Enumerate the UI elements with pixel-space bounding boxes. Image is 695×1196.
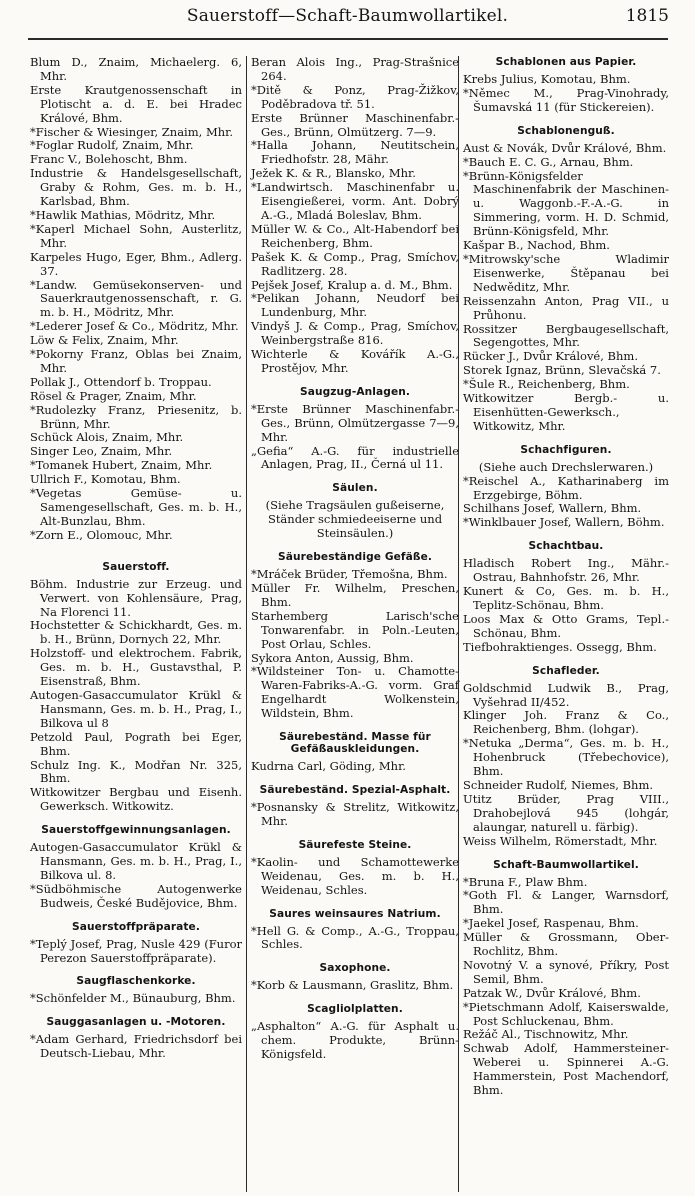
directory-entry: *Foglar Rudolf, Znaim, Mhr. — [30, 138, 194, 153]
directory-entry: Schneider Rudolf, Niemes, Bhm. — [463, 777, 654, 792]
directory-entry: Kunert & Co, Ges. m. b. H., Teplitz-Schönau, Bhm. — [463, 584, 669, 612]
section-entries — [251, 979, 459, 993]
section-heading: Schafleder. — [532, 664, 600, 677]
directory-entry: Singer Leo, Znaim, Mhr. — [30, 444, 173, 459]
directory-entry: Klinger Joh. Franz & Co., Reichenberg, Bhm. (lohgar). — [463, 708, 669, 737]
section-heading: Schachtbau. — [528, 540, 604, 553]
directory-entry: Schilhans Josef, Wallern, Bhm. — [463, 501, 642, 516]
directory-entry: *Hawlik Mathias, Mödritz, Mhr. — [30, 207, 216, 222]
section-entries — [251, 856, 459, 898]
directory-entry: Industrie & Handelsgesellschaft, Graby & Rohm, Ges. m. b. H., Karlsbad, Bhm. — [30, 166, 242, 209]
section-entries — [463, 876, 669, 1099]
directory-entry: *Posnansky & Strelitz, Witkowitz, Mhr. — [251, 799, 459, 828]
directory-entry: Tiefbohraktienges. Ossegg, Bhm. — [463, 639, 657, 654]
section-heading: Säurefeste Steine. — [298, 838, 412, 851]
directory-entry: Režáč Al., Tischnowitz, Mhr. — [463, 1027, 629, 1042]
directory-entry: Müller & Grossmann, Ober-Rochlitz, Bhm. — [463, 930, 669, 959]
directory-entry: Müller Fr. Wilhelm, Preschen, Bhm. — [251, 581, 459, 609]
section-entries — [30, 841, 242, 911]
directory-entry: Autogen-Gasaccumulator Krükl & Hansmann, Ges. m. b. H., Prag, I., Bilkova ul 8 — [30, 687, 242, 730]
directory-entry: *Reischel A., Katharinaberg im Erzgebirge, Böhm. — [463, 473, 669, 502]
directory-entry: Schwab Adolf, Hammersteiner-Weberei u. Spinnerei A.-G. Hammerstein, Post Machendorf, Bhm. — [463, 1041, 669, 1098]
section-heading: Sauerstoffpräparate. — [72, 920, 200, 933]
directory-entry: Storek Ignaz, Brünn, Slevačská 7. — [463, 363, 661, 378]
directory-entry: *Ditě & Ponz, Prag-Žižkov, Poděbradova tř. 51. — [251, 82, 459, 111]
section-entries — [30, 56, 242, 543]
page-number: 1815 — [625, 6, 669, 26]
section-entries — [251, 568, 459, 721]
directory-entry: *Vegetas Gemüse- u. Samengesellschaft, Ges. m. b. H., Alt-Bunzlau, Bhm. — [30, 486, 242, 528]
cross-reference-note: (Siehe Tragsäulen gußeiserne, Ständer schmiedeeiserne und Steinsäulen.) — [265, 498, 445, 541]
directory-entry: Ullrich F., Komotau, Bhm. — [30, 472, 181, 487]
section-heading: Scagliolplatten. — [307, 1003, 403, 1016]
directory-entry: Franc V., Bolehoscht, Bhm. — [30, 152, 188, 167]
section-entries — [30, 578, 242, 814]
section-entries — [251, 56, 459, 376]
section-heading: Saugflaschenkorke. — [76, 975, 196, 988]
page-title: Sauerstoff—Schaft-Baumwollartikel. — [186, 6, 509, 26]
directory-entry: *Winklbauer Josef, Wallern, Böhm. — [463, 515, 665, 530]
directory-entry: *Pietschmann Adolf, Kaiserswalde, Post Schluckenau, Bhm. — [463, 999, 669, 1028]
section-entries — [463, 73, 669, 115]
directory-entry: Patzak W., Dvůr Králové, Bhm. — [463, 985, 641, 1000]
page-header — [0, 6, 695, 32]
directory-entry: *Kaolin- und Schamottewerke Weidenau, Ges. m. b. H., Weidenau, Schles. — [251, 854, 459, 897]
directory-entry: Beran Alois Ing., Prag-Strašnice 264. — [251, 55, 459, 83]
directory-entry: *Landw. Gemüsekonserven- und Sauerkrautgenossenschaft, r. G. m. b. H., Mödritz, Mhr. — [30, 277, 242, 320]
section-entries — [251, 403, 459, 473]
directory-entry: *Wildsteiner Ton- u. Chamotte-Waren-Fabriks-A.-G. vorm. Graf Engelhardt Wolkenstein, Wildstein, Bhm. — [251, 664, 459, 721]
directory-entry: Vindyš J. & Comp., Prag, Smíchov, Weinbergstraße 816. — [251, 319, 459, 348]
directory-entry: *Erste Brünner Maschinenfabr.-Ges., Brünn, Olmützergasse 7—9, Mhr. — [251, 401, 459, 444]
directory-entry: *Tomanek Hubert, Znaim, Mhr. — [30, 458, 213, 473]
directory-entry: Müller W. & Co., Alt-Habendorf bei Reichenberg, Bhm. — [251, 221, 459, 250]
spacer — [30, 543, 242, 551]
section-heading: Säurebeständ. Masse für Gefäßauskleidungen. — [279, 731, 431, 756]
column-1 — [30, 56, 242, 1192]
section-entries — [251, 801, 459, 829]
directory-entry: Krebs Julius, Komotau, Bhm. — [463, 72, 631, 86]
directory-entry: *Šule R., Reichenberg, Bhm. — [463, 377, 630, 392]
section-heading: Säurebeständ. Spezial-Asphalt. — [259, 783, 451, 796]
directory-entry: Autogen-Gasaccumulator Krükl & Hansmann, Ges. m. b. H., Prag, I., Bilkova ul. 8. — [30, 840, 242, 882]
directory-entry: Kašpar B., Nachod, Bhm. — [463, 238, 610, 253]
directory-entry: *Němec M., Prag-Vinohrady, Šumavská 11 (für Stickereien). — [463, 85, 669, 114]
directory-entry: *Zorn E., Olomouc, Mhr. — [30, 527, 173, 542]
directory-entry: Blum D., Znaim, Michaelerg. 6, Mhr. — [30, 55, 242, 83]
section-entries — [463, 475, 669, 531]
directory-entry: *Goth Fl. & Langer, Warnsdorf, Bhm. — [463, 888, 669, 917]
directory-entry: Hladisch Robert Ing., Mähr.-Ostrau, Bahnhofstr. 26, Mhr. — [463, 556, 669, 585]
directory-entry: *Schönfelder M., Bünauburg, Bhm. — [30, 991, 236, 1006]
directory-entry: Weiss Wilhelm, Römerstadt, Mhr. — [463, 833, 658, 848]
directory-entry: Rösel & Prager, Znaim, Mhr. — [30, 388, 197, 403]
section-entries — [30, 938, 242, 966]
section-heading: Schaft-Baumwollartikel. — [493, 858, 639, 871]
section-heading: Saures weinsaures Natrium. — [269, 907, 441, 920]
section-entries — [30, 992, 242, 1006]
section-entries — [463, 682, 669, 849]
section-heading: Sauerstoff. — [102, 560, 170, 573]
directory-entry: *Mitrowsky'sche Wladimir Eisenwerke, Štěpanau bei Nedwěditz, Mhr. — [463, 251, 669, 294]
directory-entry: Reissenzahn Anton, Prag VII., u Průhonu. — [463, 293, 669, 322]
directory-entry: *Mráček Brüder, Třemošna, Bhm. — [251, 567, 448, 582]
directory-entry: Pašek K. & Comp., Prag, Smíchov, Radlitzerg. 28. — [251, 249, 459, 278]
directory-entry: Erste Brünner Maschinenfabr.-Ges., Brünn, Olmützerg. 7—9. — [251, 110, 459, 139]
directory-entry: Böhm. Industrie zur Erzeug. und Verwert. von Kohlensäure, Prag, Na Florenci 11. — [30, 576, 242, 619]
directory-entry: Kudrna Carl, Göding, Mhr. — [251, 759, 406, 774]
directory-entry: Loos Max & Otto Grams, Tepl.-Schönau, Bhm. — [463, 611, 669, 640]
directory-entry: Witkowitzer Bergb.- u. Eisenhütten-Gewerksch., Witkowitz, Mhr. — [463, 391, 669, 433]
directory-entry: „Gefia“ A.-G. für industrielle Anlagen, Prag, II., Černá ul 11. — [251, 443, 459, 472]
section-heading: Sauggasanlagen u. -Motoren. — [46, 1016, 226, 1029]
directory-entry: Pejšek Josef, Kralup a. d. M., Bhm. — [251, 277, 453, 292]
directory-entry: Schulz Ing. K., Modřan Nr. 325, Bhm. — [30, 757, 242, 786]
section-entries — [463, 142, 669, 434]
section-entries — [463, 557, 669, 654]
directory-entry: Petzold Paul, Pograth bei Eger, Bhm. — [30, 729, 242, 758]
section-entries — [30, 1033, 242, 1061]
directory-entry: Wichterle & Kovářík A.-G., Prostějov, Mhr. — [251, 347, 459, 375]
section-entries — [251, 1020, 459, 1062]
directory-entry: *Landwirtsch. Maschinenfabr u. Eisengießerei, vorm. Ant. Dobrý A.-G., Mladá Boleslav, Bhm. — [251, 180, 459, 222]
section-heading: Saugzug-Anlagen. — [299, 385, 411, 398]
directory-entry: Karpeles Hugo, Eger, Bhm., Adlerg. 37. — [30, 249, 242, 278]
directory-entry: *Netuka „Derma“, Ges. m. b. H., Hohenbruck (Třebechovice), Bhm. — [463, 736, 669, 779]
directory-entry: Löw & Felix, Znaim, Mhr. — [30, 333, 179, 348]
directory-entry: Holzstoff- und elektrochem. Fabrik, Ges. m. b. H., Gustavsthal, P. Eisenstraß, Bhm. — [30, 646, 242, 689]
section-heading: Säulen. — [332, 482, 378, 495]
directory-entry: Hochstetter & Schickhardt, Ges. m. b. H., Brünn, Dornych 22, Mhr. — [30, 618, 242, 647]
section-heading: Schablonen aus Papier. — [495, 56, 637, 68]
directory-entry: *Bruna F., Plaw Bhm. — [463, 874, 588, 889]
directory-entry: Sykora Anton, Aussig, Bhm. — [251, 650, 414, 665]
directory-entry: *Korb & Lausmann, Graslitz, Bhm. — [251, 978, 454, 993]
directory-entry: *Adam Gerhard, Friedrichsdorf bei Deutsch-Liebau, Mhr. — [30, 1032, 242, 1061]
directory-entry: *Teplý Josef, Prag, Nusle 429 (Furor Perezon Sauerstoffpräparate). — [30, 936, 242, 965]
directory-entry: Pollak J., Ottendorf b. Troppau. — [30, 374, 212, 389]
section-heading: Sauerstoffgewinnungsanlagen. — [41, 824, 231, 837]
directory-entry: *Südböhmische Autogenwerke Budweis, České Budějovice, Bhm. — [30, 881, 242, 910]
directory-entry: Aust & Novák, Dvůr Králové, Bhm. — [463, 140, 667, 155]
directory-entry: Starhemberg Larisch'sche Tonwarenfabr. in Poln.-Leuten, Post Orlau, Schles. — [251, 608, 459, 651]
directory-entry: Goldschmid Ludwik B., Prag, Vyšehrad II/452. — [463, 680, 669, 709]
section-heading: Saxophone. — [319, 962, 391, 975]
column-2 — [246, 56, 459, 1192]
directory-entry: *Fischer & Wiesinger, Znaim, Mhr. — [30, 124, 234, 139]
directory-entry: *Halla Johann, Neutitschein, Friedhofstr. 28, Mähr. — [251, 138, 459, 167]
directory-entry: *Kaperl Michael Sohn, Austerlitz, Mhr. — [30, 221, 242, 250]
directory-entry: „Asphalton“ A.-G. für Asphalt u. chem. Produkte, Brünn-Königsfeld. — [251, 1019, 459, 1062]
directory-entry: Ježek K. & R., Blansko, Mhr. — [251, 166, 416, 181]
directory-entry: *Lederer Josef & Co., Mödritz, Mhr. — [30, 319, 239, 334]
directory-entry: Erste Krautgenossenschaft in Plotischt a. d. E. bei Hradec Králové, Bhm. — [30, 82, 242, 125]
directory-entry: *Hell G. & Comp., A.-G., Troppau, Schles. — [251, 923, 459, 952]
column-3 — [458, 56, 669, 1192]
section-heading: Schablonenguß. — [517, 124, 615, 137]
directory-entry: *Jaekel Josef, Raspenau, Bhm. — [463, 916, 639, 931]
section-entries — [251, 925, 459, 953]
directory-entry: Rossitzer Bergbaugesellschaft, Segengottes, Mhr. — [463, 321, 669, 350]
section-heading: Säurebeständige Gefäße. — [278, 551, 432, 564]
cross-reference-note: (Siehe auch Drechslerwaren.) — [478, 459, 654, 474]
directory-entry: *Bauch E. C. G., Arnau, Bhm. — [463, 154, 634, 169]
directory-entry: Utitz Brüder, Prag VIII., Drahobejlová 945 (lohgár, alaungar, naturell u. färbig). — [463, 791, 669, 834]
directory-entry: *Brünn-Königsfelder Maschinenfabrik der Maschinen- u. Waggonb.-F.-A.-G. in Simmering, vorm. H. D. Schmid, Brünn-Königsfeld, Mhr. — [463, 168, 669, 239]
directory-entry: *Pokorny Franz, Oblas bei Znaim, Mhr. — [30, 347, 242, 375]
section-heading: Schachfiguren. — [520, 443, 612, 456]
section-entries — [251, 760, 459, 774]
directory-entry: *Rudolezky Franz, Priesenitz, b. Brünn, Mhr. — [30, 402, 242, 431]
directory-entry: Rücker J., Dvůr Králové, Bhm. — [463, 349, 638, 364]
directory-entry: Schück Alois, Znaim, Mhr. — [30, 430, 184, 445]
directory-entry: *Pelikan Johann, Neudorf bei Lundenburg, Mhr. — [251, 291, 459, 320]
header-rule — [28, 38, 668, 40]
directory-entry: Witkowitzer Bergbau und Eisenh. Gewerksch. Witkowitz. — [30, 785, 242, 814]
directory-entry: Novotný V. a synové, Příkry, Post Semil, Bhm. — [463, 957, 669, 986]
